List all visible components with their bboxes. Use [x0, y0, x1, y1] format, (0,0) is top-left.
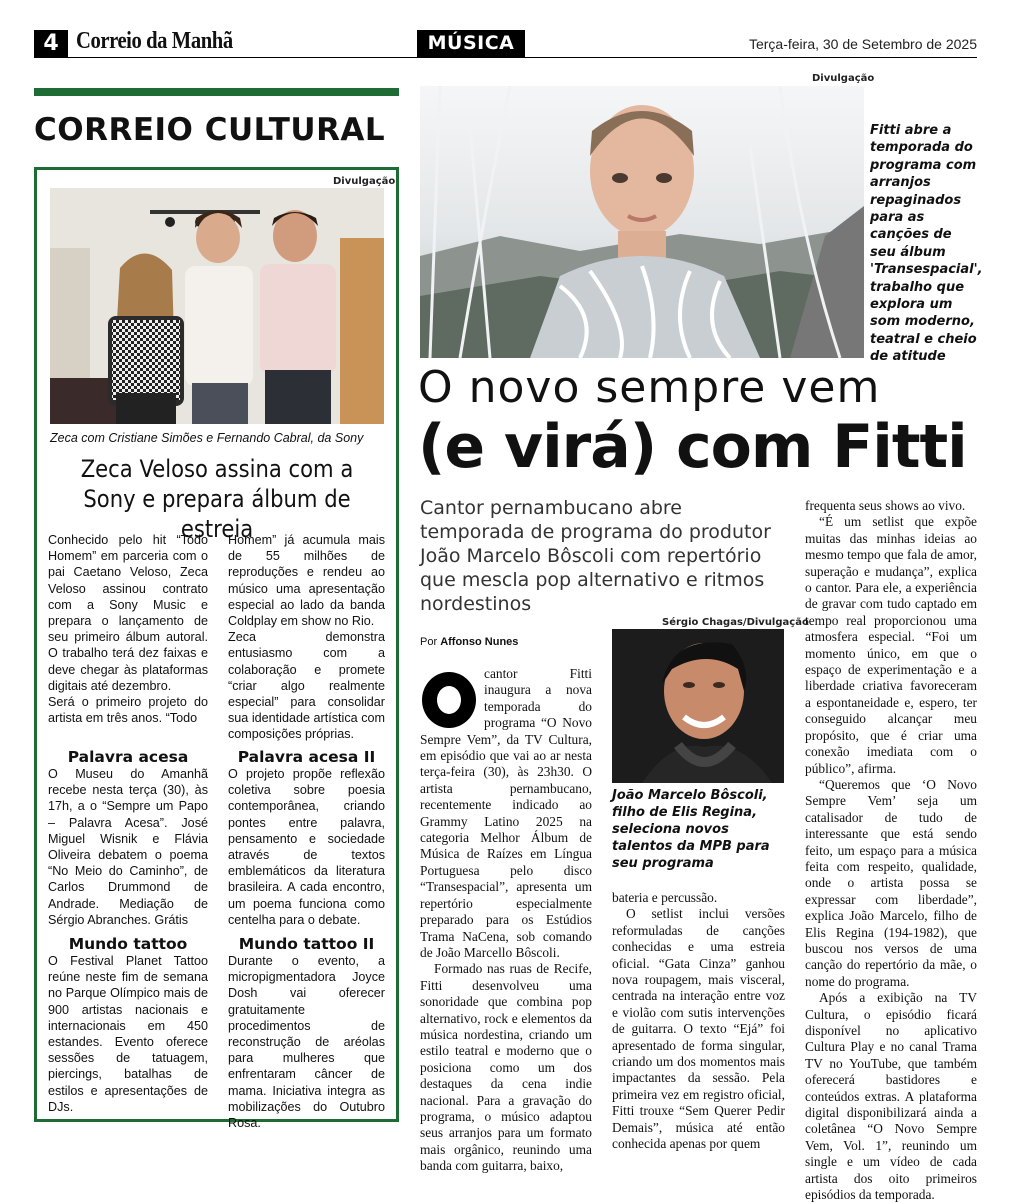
- section-label: MÚSICA: [417, 30, 525, 57]
- zeca-text-2b: Zeca demonstra entusiasmo com a colaboração e promete “criar algo realmente especial” para consolidar sua identidade artística com composições próprias.: [228, 630, 385, 742]
- dropcap-o-glyph: [420, 670, 478, 730]
- article-paragraph: Formado nas ruas de Recife, Fitti desenvolveu uma sonoridade que combina pop alternativo, rock e elementos da música nordestina, criando um estilo teatral e moderno que o posiciona como um dos destaques da cena indie nacional. Para a gravação do programa, o músico adaptou seus arranjos para um formato mais orgânico, reunindo uma banda com guitarra, baixo,: [420, 961, 592, 1174]
- newspaper-name: Correio da Manhã: [76, 28, 233, 54]
- page-number: 4: [34, 30, 68, 57]
- brief-text: O Festival Planet Tattoo reúne neste fim de semana no Parque Olímpico mais de 900 artistas nacionais e internacionais em 450 estandes. Evento oferece sessões de tatuagem, piercings, batalhas de estilos e apresentações de DJs.: [48, 954, 208, 1114]
- zeca-photo: [50, 188, 384, 424]
- brief-text: O projeto propõe reflexão coletiva sobre poesia contemporânea, criando pontes entre palavra, pensamento e sociedade através de textos emblemáticos da literatura brasileira. A cada encontro, um poema funciona como centelha para o debate.: [228, 767, 385, 927]
- article-column-3: [805, 498, 977, 1203]
- article-dek: Cantor pernambucano abre temporada de programa do produtor João Marcelo Bôscoli com repertório que mescla pop alternativo e ritmos nordestinos: [420, 497, 771, 615]
- headline-line-1: O novo sempre vem: [418, 362, 881, 413]
- brief-title: Mundo tattoo: [68, 935, 188, 953]
- brief-text: O Museu do Amanhã recebe nesta terça (30), às 17h, a o “Sempre um Papo – Palavra Acesa”. José Miguel Wisnik e Flávia Oliveira debatem o poema “No Meio do Caminho”, de Carlos Drummond de Andrade. Mediação de Sérgio Abranches. Grátis: [48, 767, 208, 927]
- article-column-1: [420, 666, 592, 1175]
- byline: [420, 636, 518, 648]
- headline-line-2: (e virá) com Fitti: [418, 412, 967, 482]
- issue-date: Terça-feira, 30 de Setembro de 2025: [748, 36, 977, 52]
- fitti-photo: [420, 86, 864, 358]
- zeca-column-2: [228, 532, 385, 743]
- main-photo-credit: Divulgação: [812, 73, 875, 84]
- boscoli-photo: [612, 629, 784, 783]
- zeca-text-1: Conhecido pelo hit “Todo Homem” em parceria com o pai Caetano Veloso, Zeca Veloso assinou contrato com a Sony Music e prepara o lançamento de seu primeiro álbum autoral. O trabalho terá dez faixas e deve chegar às plataformas digitais até dezembro.: [48, 533, 208, 693]
- zeca-text-2: Homem” já acumula mais de 55 milhões de reproduções e rendeu ao músico uma apresentação especial ao lado da banda Coldplay em show no Rio.: [228, 533, 385, 629]
- brief-title: Palavra acesa II: [237, 748, 376, 766]
- zeca-photo-illustration: [50, 188, 384, 424]
- article-paragraph: “Queremos que ‘O Novo Sempre Vem’ seja um catalisador de tudo de interessante que está sendo feito, um espaço para a música feita com respeito, qualidade, onde o artista possa se expressar com liberdade”, explica João Marcelo, filho de Elis Regina (194-1982), que buscou nos versos de uma canção do repertório da mãe, o nome do programa.: [805, 776, 977, 989]
- article-paragraph: O setlist inclui versões reformuladas de canções conhecidas e uma estreia oficial. “Gata Cinza” ganhou nova roupagem, mais visceral, centrada na interação entre voz e violão com sutis intervenções de guitarra. O texto “Ejá” foi apresentado de forma singular, criando um dos momentos mais impactantes da sessão. Pela primeira vez em registro oficial, Fitti trouxe “Sem Querer Pedir Demais”, música até então conhecida apenas por quem: [612, 906, 785, 1152]
- brief-mundo-tattoo: [48, 935, 208, 1115]
- article-paragraph: “É um setlist que expõe muitas das minhas ideias ao mesmo tempo que fala de amor, superação e mudança”, explica o cantor. Para ele, a experiência de gravar com tudo captado em tempo real proporcionou uma atmosfera especial. “Foi um momento único, em que o espaço de experimentação e a liberdade criativa favoreceram a espontaneidade e, espero, ter conseguido alcançar meu propósito, que é criar uma conexão imediata com o público”, afirma.: [805, 514, 977, 776]
- article-text: cantor Fitti inaugura a nova temporada do programa “O Novo Sempre Vem”, da TV Cultura, em episódio que vai ao ar nesta terça-feira (30), às 23h30. O artista pernambucano, recentemente indicado ao Grammy Latino 2025 na categoria Melhor Álbum de Música de Raízes em Língua Portuguesa pelo disco “Transespacial”, apresenta um repertório especialmente preparado para os Estúdios Trama NaCena, sob comando de João Marcello Bôscoli.: [420, 666, 592, 960]
- article-paragraph: bateria e percussão.: [612, 890, 718, 905]
- boscoli-photo-illustration: [612, 629, 784, 783]
- article-paragraph: Após a exibição na TV Cultura, o episódio ficará disponível no aplicativo Cultura Play e no canal Trama TV no YouTube, que também oferecerá bastidores e conteúdos extras. A plataforma digital disponibilizará ainda a coletânea “O Novo Sempre Vem, Vol. 1”, reunindo um single e um vídeo de cada artista dos oito primeiros episódios da temporada.: [805, 990, 977, 1203]
- zeca-photo-caption: Zeca com Cristiane Simões e Fernando Cabral, da Sony: [50, 431, 364, 445]
- zeca-headline: Zeca Veloso assina com a Sony e prepara álbum de estreia: [80, 455, 354, 543]
- brief-mundo-tattoo-ii: [228, 935, 385, 1131]
- fitti-photo-caption: Fitti abre a temporada do programa com arranjos repaginados para as canções de seu álbum 'Transespacial', trabalho que explora um som moderno, teatral e cheio de atitude: [870, 123, 983, 365]
- article-paragraph: [420, 666, 592, 961]
- brief-text: Durante o evento, a micropigmentadora Joyce Dosh vai oferecer gratuitamente procedimentos de reconstrução de aréolas para mulheres que enfrentaram câncer de mama. Iniciativa integra as mobilizações do Outubro Rosa.: [228, 954, 385, 1131]
- cultural-title: CORREIO CULTURAL: [34, 112, 386, 148]
- photo-credit: Divulgação: [333, 176, 396, 187]
- brief-palavra-acesa-ii: [228, 748, 385, 928]
- zeca-column-1: [48, 532, 208, 726]
- byline-author: Affonso Nunes: [440, 636, 519, 648]
- cultural-top-bar: [34, 88, 399, 96]
- boscoli-photo-credit: Sérgio Chagas/Divulgação: [662, 617, 809, 628]
- header-rule: [34, 57, 977, 58]
- zeca-text-1b: Será o primeiro projeto do artista em três anos. “Todo: [48, 695, 208, 726]
- fitti-photo-illustration: [420, 86, 864, 358]
- boscoli-photo-caption: João Marcelo Bôscoli, filho de Elis Regina, seleciona novos talentos da MPB para seu programa: [612, 788, 770, 871]
- byline-prefix: Por: [420, 636, 438, 648]
- article-paragraph: frequenta seus shows ao vivo.: [805, 498, 966, 513]
- brief-palavra-acesa: [48, 748, 208, 928]
- brief-title: Mundo tattoo II: [238, 935, 375, 953]
- brief-title: Palavra acesa: [67, 748, 189, 766]
- article-column-2: [612, 890, 785, 1153]
